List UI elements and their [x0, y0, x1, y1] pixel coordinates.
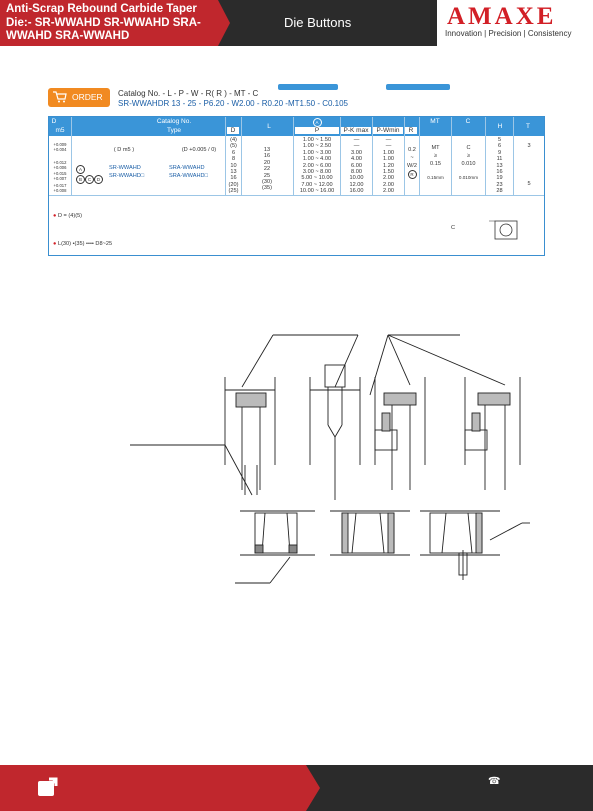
die-unit-3 [375, 377, 425, 490]
catalog-format: Catalog No. - L - P - W - R( R ) - MT - C [118, 89, 259, 98]
col-d: D [49, 118, 59, 125]
col-MT: MT [423, 118, 447, 125]
r-values: 0.2 ~ W/2 R [407, 147, 417, 178]
catalog-block [48, 80, 545, 256]
die-unit-4 [465, 377, 520, 490]
spec-tag [278, 84, 338, 90]
grid-line [49, 195, 544, 196]
note-2: ● L(30) •(35) •••• D8~25 [53, 241, 113, 247]
spec-table [48, 116, 545, 256]
brand-logo: AMAXE [447, 3, 557, 30]
spec-tag [386, 84, 450, 90]
grid-line [71, 117, 72, 195]
col-L: L [249, 123, 289, 130]
button-detail-3 [420, 511, 530, 580]
col-P: P [295, 127, 339, 134]
note-1: ● D = (4)(5) [53, 213, 83, 219]
note-marker-icon: ● [53, 241, 57, 247]
t-value-1: 3 [527, 143, 531, 149]
order-button[interactable] [48, 88, 110, 107]
col-T: T [517, 123, 539, 130]
phone-icon: ☎ [488, 776, 501, 787]
col-A [295, 118, 339, 127]
col-type: Type [129, 127, 219, 134]
button-detail-2 [330, 511, 410, 555]
note-marker-icon: ● [53, 213, 57, 219]
p-values: 1.00 ~ 1.50 1.00 ~ 2.50 1.00 ~ 3.00 1.00 ~ 4.00 2.00 ~ 6.00 3.00 ~ 8.00 5.00 ~ 10.00 7.00 ~ 12.00 10.00 ~ 16.00 [299, 137, 335, 195]
brand-tagline: Innovation | Precision | Consistency [445, 29, 572, 38]
button-detail-1 [235, 511, 315, 583]
cart-icon [53, 91, 67, 103]
col-D: D [227, 127, 239, 134]
type-sra: SRA-WWAHD SRA-WWAHD□ [169, 165, 208, 179]
col-R: R [405, 127, 417, 134]
catalog-example: SR-WWAHDR 13 - 25 - P6.20 - W2.00 - R0.20 -MT1.50 - C0.105 [118, 99, 348, 108]
col-H: H [489, 123, 511, 130]
c-label: C [451, 225, 456, 231]
col-m5: m5 [49, 127, 71, 134]
d-values: (4) (5) 6 8 10 13 16 (20) (25) [228, 137, 239, 195]
section-title: Die Buttons [284, 15, 352, 30]
col-pw: P-Wmin [373, 127, 403, 134]
badge-R-icon: R [408, 170, 417, 179]
die-unit-2 [310, 365, 360, 500]
tolerance-cell-4: +0.017 +0.008 [53, 183, 67, 193]
redirect-arrow-icon [36, 776, 62, 798]
col-pk: P-K max [341, 127, 371, 134]
type-sr: SR-WWAHD SR-WWAHD□ [109, 165, 145, 179]
tolerance-cell-3: +0.015 +0.007 [53, 171, 67, 181]
c-values: C ≥ 0.010 0.010mm [458, 145, 479, 181]
page-title: Anti-Scrap Rebound Carbide Taper Die:- SR-WWAHD SR-WWAHD SRA-WWAHD SRA-WWAHD [6, 3, 201, 42]
badge-B-icon: B [76, 175, 85, 184]
phone-number[interactable] [488, 776, 500, 787]
die-button-drawing [130, 325, 530, 605]
l-values: 13 16 20 22 25 (30) (35) [262, 147, 272, 192]
pk-values: — — 3.00 4.00 6.00 8.00 10.00 12.00 16.00 [349, 137, 364, 195]
h-values: 5 6 9 11 13 16 19 23 28 [496, 137, 503, 195]
t-value-2: 5 [527, 181, 531, 187]
pw-values: — — 1.00 1.00 1.20 1.50 2.00 2.00 2.00 [383, 137, 394, 195]
tolerance-cell-1: +0.009 +0.004 [53, 142, 67, 152]
col-C: C [453, 118, 483, 125]
order-label: ORDER [72, 92, 103, 102]
grid-line [241, 117, 242, 195]
d-m5-label: ( D m5 ) [113, 147, 135, 153]
tolerance-cell-2: +0.012 +0.006 [53, 160, 67, 170]
badge-C-icon: C [85, 175, 94, 184]
d-range-label: (D +0.005 / 0) [181, 147, 217, 153]
badge-A-icon: A [76, 165, 85, 174]
chamfer-detail-diagram [489, 219, 523, 241]
die-unit-1 [225, 377, 275, 495]
badge-D-icon: D [94, 175, 103, 184]
col-catalog: Catalog No. [129, 118, 219, 125]
badge-A: A [313, 118, 322, 127]
mt-values: MT ≥ 0.15 0.15mm [427, 145, 444, 181]
